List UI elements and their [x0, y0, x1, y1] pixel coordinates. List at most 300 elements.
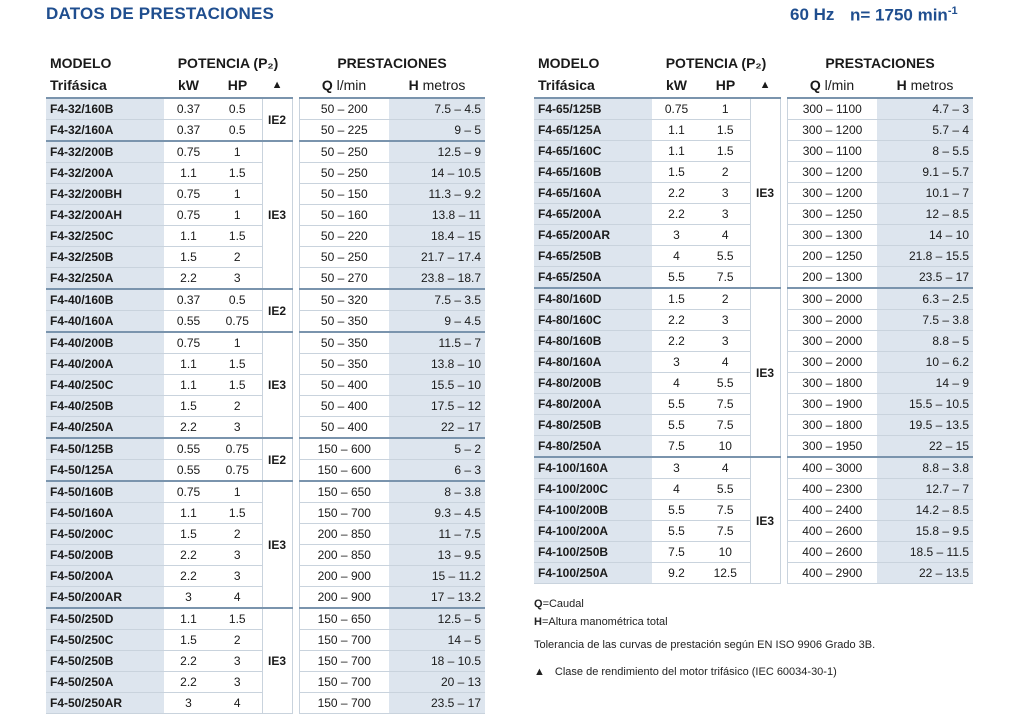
flow-range-cell: 300 – 2000 — [787, 288, 877, 310]
head-range-cell: 18.4 – 15 — [389, 226, 485, 247]
flow-range-cell: 200 – 1250 — [787, 246, 877, 267]
head-range-cell: 8.8 – 3.8 — [877, 457, 973, 479]
flow-range-cell: 200 – 850 — [299, 524, 389, 545]
flow-range-cell: 300 – 1800 — [787, 373, 877, 394]
kw-cell: 2.2 — [652, 331, 701, 352]
head-range-cell: 14.2 – 8.5 — [877, 500, 973, 521]
model-cell: F4-50/160A — [46, 503, 164, 524]
model-cell: F4-32/160B — [46, 98, 164, 120]
flow-range-cell: 50 – 220 — [299, 226, 389, 247]
head-range-cell: 15.8 – 9.5 — [877, 521, 973, 542]
model-cell: F4-65/200AR — [534, 225, 652, 246]
kw-cell: 3 — [652, 352, 701, 373]
model-cell: F4-32/250B — [46, 247, 164, 268]
head-range-cell: 23.8 – 18.7 — [389, 268, 485, 290]
kw-cell: 1.5 — [164, 396, 213, 417]
header-trifasica: Trifásica — [46, 73, 164, 98]
flow-range-cell: 50 – 350 — [299, 332, 389, 354]
head-range-cell: 14 – 5 — [389, 630, 485, 651]
head-range-cell: 9 – 4.5 — [389, 311, 485, 333]
kw-cell: 0.55 — [164, 311, 213, 333]
model-cell: F4-65/250A — [534, 267, 652, 289]
header-hp: HP — [701, 73, 750, 98]
hp-cell: 0.5 — [213, 289, 262, 311]
head-range-cell: 21.7 – 17.4 — [389, 247, 485, 268]
performance-table-left — [46, 45, 485, 714]
model-cell: F4-32/200A — [46, 163, 164, 184]
head-range-cell: 17.5 – 12 — [389, 396, 485, 417]
model-cell: F4-65/160B — [534, 162, 652, 183]
flow-range-cell: 50 – 400 — [299, 417, 389, 439]
hp-cell: 4 — [701, 457, 750, 479]
hp-cell: 3 — [213, 268, 262, 290]
model-cell: F4-40/160B — [46, 289, 164, 311]
header-q-unit: l/min — [820, 77, 855, 93]
model-cell: F4-50/125A — [46, 460, 164, 482]
header-row-units — [46, 73, 485, 98]
flow-range-cell: 400 – 2300 — [787, 479, 877, 500]
hp-cell: 12.5 — [701, 563, 750, 584]
flow-range-cell: 50 – 250 — [299, 163, 389, 184]
head-range-cell: 13.8 – 11 — [389, 205, 485, 226]
model-cell: F4-50/160B — [46, 481, 164, 503]
model-cell: F4-50/250AR — [46, 693, 164, 714]
kw-cell: 7.5 — [652, 542, 701, 563]
flow-range-cell: 300 – 1950 — [787, 436, 877, 458]
legend-q-key: Q — [534, 598, 543, 610]
kw-cell: 1.1 — [164, 226, 213, 247]
flow-range-cell: 50 – 225 — [299, 120, 389, 142]
flow-range-cell: 50 – 350 — [299, 311, 389, 333]
speed-label — [850, 5, 958, 26]
flow-range-cell: 300 – 1900 — [787, 394, 877, 415]
head-range-cell: 12.5 – 9 — [389, 141, 485, 163]
hp-cell: 0.75 — [213, 311, 262, 333]
header-q-unit: l/min — [332, 77, 367, 93]
legend-h — [534, 616, 668, 628]
column-spacer — [292, 608, 299, 714]
hp-cell: 4 — [213, 693, 262, 714]
table-row — [46, 98, 485, 120]
table-row — [46, 438, 485, 460]
hp-cell: 2 — [213, 247, 262, 268]
hp-cell: 2 — [701, 162, 750, 183]
kw-cell: 2.2 — [164, 417, 213, 439]
flow-range-cell: 400 – 3000 — [787, 457, 877, 479]
flow-range-cell: 50 – 400 — [299, 375, 389, 396]
head-range-cell: 11 – 7.5 — [389, 524, 485, 545]
flow-range-cell: 50 – 270 — [299, 268, 389, 290]
head-range-cell: 8 – 5.5 — [877, 141, 973, 162]
header-h — [389, 73, 485, 98]
head-range-cell: 18 – 10.5 — [389, 651, 485, 672]
flow-range-cell: 200 – 1300 — [787, 267, 877, 289]
model-cell: F4-32/250C — [46, 226, 164, 247]
model-cell: F4-65/250B — [534, 246, 652, 267]
kw-cell: 2.2 — [164, 268, 213, 290]
model-cell: F4-80/250A — [534, 436, 652, 458]
head-range-cell: 4.7 – 3 — [877, 98, 973, 120]
kw-cell: 0.75 — [164, 205, 213, 226]
model-cell: F4-50/200C — [46, 524, 164, 545]
head-range-cell: 15.5 – 10.5 — [877, 394, 973, 415]
efficiency-class-cell: IE2 — [262, 438, 292, 481]
hp-cell: 3 — [701, 331, 750, 352]
flow-range-cell: 150 – 600 — [299, 460, 389, 482]
header-trifasica: Trifásica — [534, 73, 652, 98]
legend-q — [534, 598, 584, 610]
model-cell: F4-40/160A — [46, 311, 164, 333]
flow-range-cell: 50 – 250 — [299, 141, 389, 163]
header-h-key: H — [896, 77, 907, 93]
hp-cell: 3 — [701, 310, 750, 331]
model-cell: F4-65/125B — [534, 98, 652, 120]
kw-cell: 1.1 — [652, 141, 701, 162]
model-cell: F4-80/160A — [534, 352, 652, 373]
legend-h-text: =Altura manométrica total — [541, 616, 668, 628]
head-range-cell: 10.1 – 7 — [877, 183, 973, 204]
head-range-cell: 13 – 9.5 — [389, 545, 485, 566]
kw-cell: 5.5 — [652, 521, 701, 542]
kw-cell: 5.5 — [652, 500, 701, 521]
efficiency-class-cell: IE3 — [262, 481, 292, 608]
model-cell: F4-50/200AR — [46, 587, 164, 609]
hp-cell: 0.5 — [213, 98, 262, 120]
header-spacer — [780, 45, 787, 73]
head-range-cell: 5 – 2 — [389, 438, 485, 460]
flow-range-cell: 300 – 2000 — [787, 310, 877, 331]
hp-cell: 2 — [213, 630, 262, 651]
kw-cell: 1.5 — [164, 524, 213, 545]
header-h — [877, 73, 973, 98]
efficiency-class-cell: IE2 — [262, 289, 292, 332]
head-range-cell: 13.8 – 10 — [389, 354, 485, 375]
kw-cell: 0.75 — [164, 332, 213, 354]
model-cell: F4-32/200AH — [46, 205, 164, 226]
legend-efficiency-class — [534, 666, 837, 678]
header-h-unit: metros — [906, 77, 954, 93]
head-range-cell: 12.5 – 5 — [389, 608, 485, 630]
model-cell: F4-65/125A — [534, 120, 652, 141]
header-hp: HP — [213, 73, 262, 98]
table-row — [534, 98, 973, 120]
column-spacer — [292, 289, 299, 332]
flow-range-cell: 200 – 900 — [299, 587, 389, 609]
model-cell: F4-100/200B — [534, 500, 652, 521]
model-cell: F4-40/250C — [46, 375, 164, 396]
kw-cell: 1.1 — [164, 503, 213, 524]
kw-cell: 3 — [652, 225, 701, 246]
kw-cell: 1.5 — [164, 630, 213, 651]
flow-range-cell: 300 – 1300 — [787, 225, 877, 246]
efficiency-class-cell: IE3 — [262, 608, 292, 714]
head-range-cell: 23.5 – 17 — [877, 267, 973, 289]
model-cell: F4-40/200A — [46, 354, 164, 375]
model-cell: F4-32/200BH — [46, 184, 164, 205]
header-prestaciones: PRESTACIONES — [825, 55, 935, 71]
kw-cell: 1.5 — [164, 247, 213, 268]
header-modelo: MODELO — [50, 55, 112, 71]
flow-range-cell: 50 – 200 — [299, 98, 389, 120]
hp-cell: 3 — [213, 417, 262, 439]
hp-cell: 3 — [701, 204, 750, 225]
header-kw: kW — [164, 73, 213, 98]
header-potencia: POTENCIA (P₂) — [177, 55, 279, 71]
legend-tolerance: Tolerancia de las curvas de prestación según EN ISO 9906 Grado 3B. — [534, 639, 876, 651]
header-h-unit: metros — [418, 77, 466, 93]
head-range-cell: 10 – 6.2 — [877, 352, 973, 373]
model-cell: F4-50/125B — [46, 438, 164, 460]
header-q — [787, 73, 877, 98]
header-spacer — [780, 73, 787, 98]
hp-cell: 5.5 — [701, 246, 750, 267]
kw-cell: 0.75 — [652, 98, 701, 120]
kw-cell: 4 — [652, 246, 701, 267]
hp-cell: 1.5 — [213, 375, 262, 396]
flow-range-cell: 50 – 320 — [299, 289, 389, 311]
model-cell: F4-100/250A — [534, 563, 652, 584]
kw-cell: 3 — [164, 587, 213, 609]
hp-cell: 4 — [701, 352, 750, 373]
model-cell: F4-100/200C — [534, 479, 652, 500]
kw-cell: 0.37 — [164, 98, 213, 120]
head-range-cell: 12 – 8.5 — [877, 204, 973, 225]
header-row-units — [534, 73, 973, 98]
kw-cell: 0.37 — [164, 120, 213, 142]
head-range-cell: 20 – 13 — [389, 672, 485, 693]
model-cell: F4-50/250C — [46, 630, 164, 651]
table-row — [46, 608, 485, 630]
model-cell: F4-32/250A — [46, 268, 164, 290]
hp-cell: 1.5 — [213, 226, 262, 247]
table-row — [534, 457, 973, 479]
performance-table-right-body — [534, 45, 973, 584]
head-range-cell: 6.3 – 2.5 — [877, 288, 973, 310]
header-row-group — [534, 45, 973, 73]
kw-cell: 2.2 — [652, 310, 701, 331]
head-range-cell: 8 – 3.8 — [389, 481, 485, 503]
flow-range-cell: 50 – 160 — [299, 205, 389, 226]
head-range-cell: 22 – 13.5 — [877, 563, 973, 584]
model-cell: F4-65/200A — [534, 204, 652, 225]
model-cell: F4-50/200A — [46, 566, 164, 587]
efficiency-class-cell: IE3 — [750, 457, 780, 584]
model-cell: F4-40/200B — [46, 332, 164, 354]
table-row — [46, 141, 485, 163]
efficiency-class-cell: IE3 — [262, 332, 292, 438]
flow-range-cell: 400 – 2600 — [787, 521, 877, 542]
kw-cell: 3 — [164, 693, 213, 714]
head-range-cell: 14 – 10 — [877, 225, 973, 246]
head-range-cell: 12.7 – 7 — [877, 479, 973, 500]
flow-range-cell: 50 – 150 — [299, 184, 389, 205]
model-cell: F4-80/200A — [534, 394, 652, 415]
flow-range-cell: 300 – 2000 — [787, 352, 877, 373]
efficiency-class-cell: IE2 — [262, 98, 292, 141]
hp-cell: 0.75 — [213, 438, 262, 460]
flow-range-cell: 150 – 650 — [299, 481, 389, 503]
hp-cell: 1.5 — [701, 120, 750, 141]
flow-range-cell: 400 – 2900 — [787, 563, 877, 584]
head-range-cell: 19.5 – 13.5 — [877, 415, 973, 436]
head-range-cell: 17 – 13.2 — [389, 587, 485, 609]
frequency-label: 60 Hz — [790, 5, 835, 24]
model-cell: F4-50/250D — [46, 608, 164, 630]
hp-cell: 5.5 — [701, 479, 750, 500]
head-range-cell: 11.3 – 9.2 — [389, 184, 485, 205]
column-spacer — [292, 438, 299, 481]
flow-range-cell: 300 – 1200 — [787, 120, 877, 141]
hp-cell: 1 — [213, 205, 262, 226]
header-h-key: H — [408, 77, 419, 93]
model-cell: F4-80/160B — [534, 331, 652, 352]
kw-cell: 2.2 — [652, 204, 701, 225]
flow-range-cell: 400 – 2600 — [787, 542, 877, 563]
hp-cell: 10 — [701, 542, 750, 563]
kw-cell: 1.1 — [164, 375, 213, 396]
column-spacer — [292, 332, 299, 438]
kw-cell: 3 — [652, 457, 701, 479]
header-q-key: Q — [321, 77, 333, 93]
kw-cell: 1.1 — [164, 163, 213, 184]
column-spacer — [292, 481, 299, 608]
hp-cell: 1.5 — [213, 503, 262, 524]
header-efficiency-marker: ▲ — [262, 73, 292, 98]
flow-range-cell: 300 – 1200 — [787, 162, 877, 183]
head-range-cell: 22 – 15 — [877, 436, 973, 458]
hp-cell: 4 — [701, 225, 750, 246]
head-range-cell: 9.3 – 4.5 — [389, 503, 485, 524]
hp-cell: 0.75 — [213, 460, 262, 482]
head-range-cell: 15.5 – 10 — [389, 375, 485, 396]
table-row — [46, 481, 485, 503]
model-cell: F4-50/250B — [46, 651, 164, 672]
hp-cell: 1 — [701, 98, 750, 120]
flow-range-cell: 300 – 1800 — [787, 415, 877, 436]
kw-cell: 1.5 — [652, 162, 701, 183]
hp-cell: 1.5 — [701, 141, 750, 162]
flow-range-cell: 300 – 1250 — [787, 204, 877, 225]
kw-cell: 0.55 — [164, 460, 213, 482]
model-cell: F4-80/160D — [534, 288, 652, 310]
flow-range-cell: 300 – 1100 — [787, 98, 877, 120]
column-spacer — [292, 98, 299, 141]
hp-cell: 1.5 — [213, 354, 262, 375]
flow-range-cell: 150 – 700 — [299, 651, 389, 672]
head-range-cell: 9.1 – 5.7 — [877, 162, 973, 183]
flow-range-cell: 150 – 600 — [299, 438, 389, 460]
model-cell: F4-50/200B — [46, 545, 164, 566]
performance-table-right — [534, 45, 973, 584]
kw-cell: 5.5 — [652, 267, 701, 289]
header-modelo: MODELO — [538, 55, 600, 71]
kw-cell: 2.2 — [164, 566, 213, 587]
model-cell: F4-65/160A — [534, 183, 652, 204]
kw-cell: 0.75 — [164, 141, 213, 163]
flow-range-cell: 200 – 850 — [299, 545, 389, 566]
kw-cell: 1.5 — [652, 288, 701, 310]
flow-range-cell: 150 – 700 — [299, 672, 389, 693]
kw-cell: 2.2 — [164, 545, 213, 566]
hp-cell: 7.5 — [701, 415, 750, 436]
head-range-cell: 14 – 10.5 — [389, 163, 485, 184]
hp-cell: 1.5 — [213, 163, 262, 184]
hp-cell: 1 — [213, 184, 262, 205]
table-row — [46, 332, 485, 354]
flow-range-cell: 400 – 2400 — [787, 500, 877, 521]
kw-cell: 1.1 — [164, 608, 213, 630]
column-spacer — [780, 98, 787, 288]
header-potencia: POTENCIA (P₂) — [665, 55, 767, 71]
header-efficiency-marker: ▲ — [750, 73, 780, 98]
model-cell: F4-100/200A — [534, 521, 652, 542]
flow-range-cell: 200 – 900 — [299, 566, 389, 587]
head-range-cell: 21.8 – 15.5 — [877, 246, 973, 267]
head-range-cell: 6 – 3 — [389, 460, 485, 482]
head-range-cell: 9 – 5 — [389, 120, 485, 142]
head-range-cell: 22 – 17 — [389, 417, 485, 439]
flow-range-cell: 300 – 1200 — [787, 183, 877, 204]
hp-cell: 7.5 — [701, 267, 750, 289]
model-cell: F4-50/250A — [46, 672, 164, 693]
header-spacer — [292, 73, 299, 98]
header-spacer — [292, 45, 299, 73]
head-range-cell: 15 – 11.2 — [389, 566, 485, 587]
model-cell: F4-40/250B — [46, 396, 164, 417]
efficiency-class-cell: IE3 — [750, 288, 780, 457]
flow-range-cell: 300 – 2000 — [787, 331, 877, 352]
head-range-cell: 18.5 – 11.5 — [877, 542, 973, 563]
kw-cell: 2.2 — [652, 183, 701, 204]
kw-cell: 9.2 — [652, 563, 701, 584]
hp-cell: 1.5 — [213, 608, 262, 630]
column-spacer — [292, 141, 299, 289]
legend-h-key: H — [534, 616, 542, 628]
model-cell: F4-32/160A — [46, 120, 164, 142]
kw-cell: 5.5 — [652, 415, 701, 436]
performance-table-left-body — [46, 45, 485, 714]
hp-cell: 4 — [213, 587, 262, 609]
hp-cell: 10 — [701, 436, 750, 458]
head-range-cell: 7.5 – 4.5 — [389, 98, 485, 120]
hp-cell: 0.5 — [213, 120, 262, 142]
hp-cell: 3 — [213, 651, 262, 672]
kw-cell: 4 — [652, 373, 701, 394]
hp-cell: 3 — [213, 566, 262, 587]
efficiency-class-cell: IE3 — [750, 98, 780, 288]
legend-class-text: Clase de rendimiento del motor trifásico (IEC 60034-30-1) — [554, 666, 837, 678]
flow-range-cell: 50 – 250 — [299, 247, 389, 268]
kw-cell: 0.75 — [164, 481, 213, 503]
legend-marker: ▲ — [534, 666, 545, 678]
hp-cell: 2 — [213, 524, 262, 545]
head-range-cell: 7.5 – 3.5 — [389, 289, 485, 311]
model-cell: F4-32/200B — [46, 141, 164, 163]
hp-cell: 7.5 — [701, 394, 750, 415]
head-range-cell: 8.8 – 5 — [877, 331, 973, 352]
head-range-cell: 11.5 – 7 — [389, 332, 485, 354]
head-range-cell: 14 – 9 — [877, 373, 973, 394]
kw-cell: 7.5 — [652, 436, 701, 458]
legend-q-text: =Caudal — [542, 598, 584, 610]
table-row — [534, 288, 973, 310]
table-row — [46, 289, 485, 311]
hp-cell: 1 — [213, 141, 262, 163]
head-range-cell: 7.5 – 3.8 — [877, 310, 973, 331]
hp-cell: 3 — [213, 672, 262, 693]
model-cell: F4-80/250B — [534, 415, 652, 436]
header-q — [299, 73, 389, 98]
